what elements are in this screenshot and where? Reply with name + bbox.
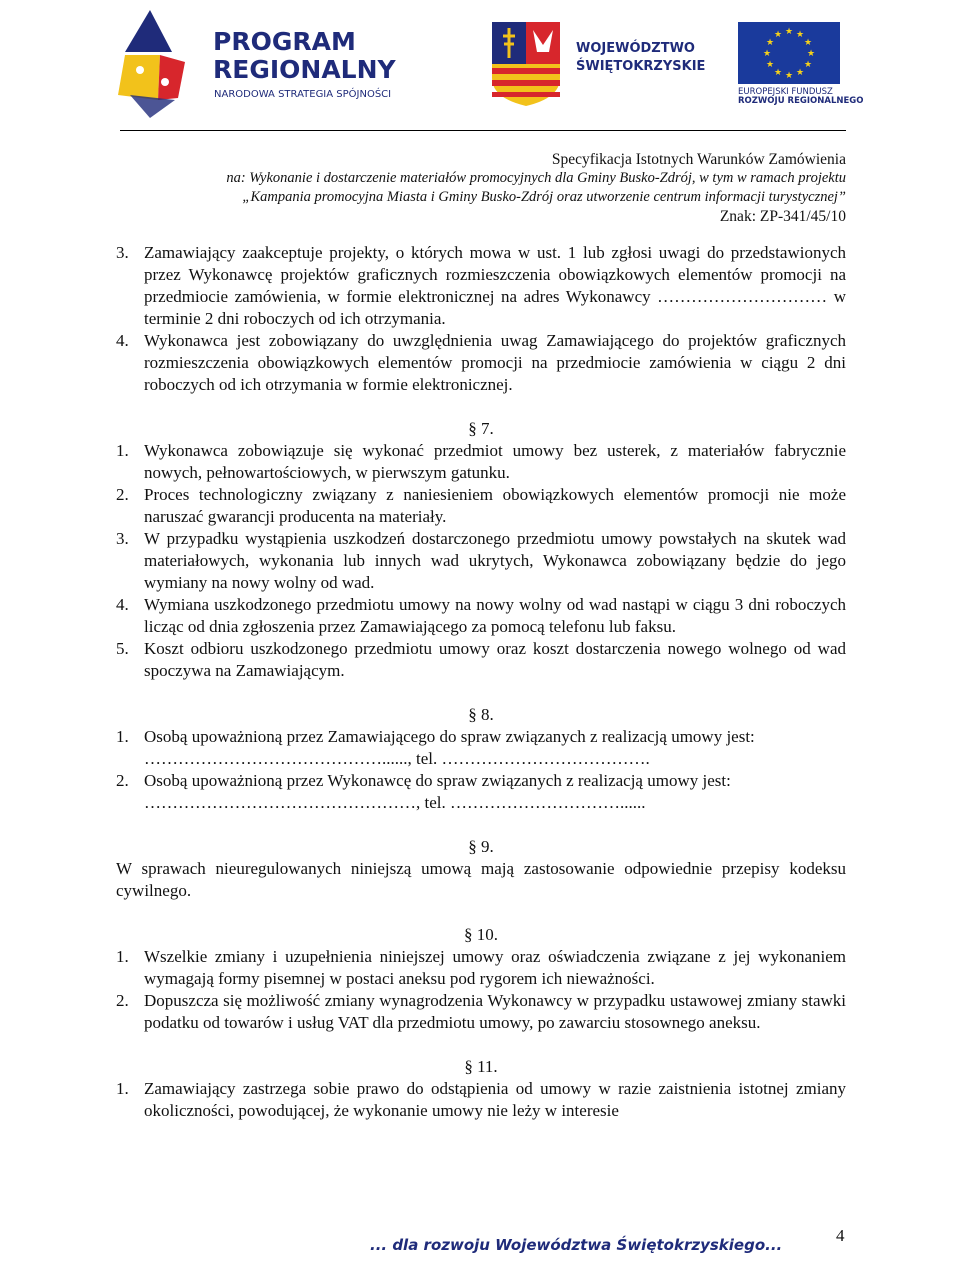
- svg-text:★: ★: [803, 60, 813, 70]
- item-number: 2.: [116, 991, 129, 1010]
- document-header: [120, 150, 846, 226]
- list-item: [116, 726, 846, 748]
- case-number: Znak: ZP-341/45/10: [719, 208, 846, 225]
- program-line1: PROGRAM: [213, 27, 356, 56]
- svg-text:★: ★: [773, 68, 783, 78]
- eu-flag-icon: [738, 22, 840, 84]
- list-item: [116, 946, 846, 990]
- placeholder-line: ……………………………………......, tel. ……………………………….: [144, 749, 650, 768]
- list-item: [116, 594, 846, 638]
- item-text: Wykonawca zobowiązuje się wykonać przedmiot umowy bez usterek, z materiałów fabrycznie nowych, pełnowartościowych, w pierwszym gatunku.: [144, 441, 846, 482]
- program-line3: NARODOWA STRATEGIA SPÓJNOŚCI: [214, 89, 392, 100]
- paragraph-text: Zamawiający zaakceptuje projekty, o których mowa w ust. 1 lub zgłosi uwagi do przedstawionych przez Wykonawcę projektów graficznych rozmieszczenia obowiązkowych elementów promocji na przedmiocie zamówienia, w formie elektronicznej na adres Wykonawcy ………………………… w terminie 2 dni roboczych od ich otrzymania.: [144, 243, 846, 328]
- logo-graphics: [0, 0, 960, 130]
- section-9-text: W sprawach nieuregulowanych niniejszą umową mają zastosowanie odpowiednie przepisy kodeksu cywilnego.: [116, 859, 846, 900]
- section-11-heading: § 11.: [464, 1057, 498, 1076]
- list-item: [116, 440, 846, 484]
- item-number: 4.: [116, 595, 129, 614]
- item-text: W przypadku wystąpienia uszkodzeń dostarczonego przedmiotu umowy powstałych na skutek wad materiałowych, wykonania lub innych wad ukrytych, Wykonawca zobowiązany będzie do jego wymiany na nowy wolny od wad.: [144, 529, 846, 592]
- item-number: 2.: [116, 485, 129, 504]
- item-number: 3.: [116, 529, 129, 548]
- svg-text:★: ★: [803, 38, 813, 48]
- page-number: 4: [836, 1226, 845, 1245]
- item-number: 1.: [116, 727, 129, 746]
- item-text: Osobą upoważnioną przez Zamawiającego do spraw związanych z realizacją umowy jest:: [144, 727, 755, 746]
- paragraph-number: 3.: [116, 243, 129, 262]
- svg-text:★: ★: [784, 71, 794, 81]
- item-text: Zamawiający zastrzega sobie prawo do odstąpienia od umowy w razie zaistnienia istotnej zmiany okoliczności, powodującej, że wykonanie umowy nie leży w interesie: [144, 1079, 846, 1120]
- item-text: Koszt odbioru uszkodzonego przedmiotu umowy oraz koszt dostarczenia nowego wolnego od wad spoczywa na Zamawiającym.: [144, 639, 846, 680]
- list-item: [116, 484, 846, 528]
- region-line1: WOJEWÓDZTWO: [576, 41, 695, 56]
- item-number: 1.: [116, 947, 129, 966]
- spec-title: Specyfikacja Istotnych Warunków Zamówienia: [551, 151, 846, 168]
- item-number: 2.: [116, 771, 129, 790]
- program-regionalny-logo: [118, 10, 185, 118]
- item-text: Osobą upoważnioną przez Wykonawcę do spraw związanych z realizacją umowy jest:: [144, 771, 731, 790]
- spec-subject: na: Wykonanie i dostarczenie materiałów promocyjnych dla Gminy Busko-Zdrój, w tym w ramach projektu: [226, 170, 846, 186]
- program-line2: REGIONALNY: [213, 55, 396, 84]
- svg-text:★: ★: [765, 60, 775, 70]
- paragraph-4: [116, 330, 846, 396]
- placeholder-line: …………………………………………, tel. …………………………......: [144, 793, 646, 812]
- list-item: [116, 528, 846, 594]
- svg-text:★: ★: [765, 38, 775, 48]
- item-text: Wymiana uszkodzonego przedmiotu umowy na nowy wolny od wad nastąpi w ciągu 3 dni roboczych licząc od dnia zgłoszenia przez Zamawiającego za pomocą telefonu lub faksu.: [144, 595, 846, 636]
- list-item: [116, 638, 846, 682]
- item-number: 1.: [116, 441, 129, 460]
- list-item: [116, 990, 846, 1034]
- item-text: Wszelkie zmiany i uzupełnienia niniejszej umowy oraz oświadczenia związane z jej wykonaniem wymagają formy pisemnej w postaci aneksu pod rygorem ich nieważności.: [144, 947, 846, 988]
- header-rule: [120, 130, 846, 131]
- list-item: [116, 1078, 846, 1122]
- document-body: [116, 242, 846, 1122]
- eu-line2: ROZWOJU REGIONALNEGO: [738, 96, 864, 106]
- section-10-heading: § 10.: [464, 925, 498, 944]
- section-8-heading: § 8.: [468, 705, 494, 724]
- eu-line1: EUROPEJSKI FUNDUSZ: [738, 87, 833, 97]
- region-coat-of-arms: [492, 22, 560, 106]
- svg-text:★: ★: [762, 49, 772, 59]
- paragraph-number: 4.: [116, 331, 129, 350]
- logo-bar: [0, 0, 960, 130]
- item-text: Proces technologiczny związany z naniesieniem obowiązkowych elementów promocji nie może naruszać gwarancji producenta na materiały.: [144, 485, 846, 526]
- svg-text:★: ★: [773, 30, 783, 40]
- svg-text:★: ★: [806, 49, 816, 59]
- spec-campaign: „Kampania promocyjna Miasta i Gminy Busko-Zdrój oraz utworzenie centrum informacji turystycznej”: [242, 189, 846, 205]
- svg-text:★: ★: [795, 30, 805, 40]
- section-7-heading: § 7.: [468, 419, 494, 438]
- item-number: 5.: [116, 639, 129, 658]
- svg-text:★: ★: [784, 27, 794, 37]
- item-text: Dopuszcza się możliwość zmiany wynagrodzenia Wykonawcy w przypadku ustawowej zmiany stawki podatku od towarów i usług VAT dla przedmiotu umowy, po zawarciu stosownego aneksu.: [144, 991, 846, 1032]
- paragraph-3: [116, 242, 846, 330]
- svg-text:★: ★: [795, 68, 805, 78]
- list-item: [116, 770, 846, 792]
- footer-slogan: ... dla rozwoju Województwa Świętokrzyskiego...: [370, 1236, 783, 1254]
- region-line2: ŚWIĘTOKRZYSKIE: [576, 59, 706, 74]
- paragraph-text: Wykonawca jest zobowiązany do uwzględnienia uwag Zamawiającego do projektów graficznych rozmieszczenia obowiązkowych elementów promocji na przedmiocie zamówienia w ciągu 2 dni roboczych od ich otrzymania w formie elektronicznej.: [144, 331, 846, 394]
- section-9-heading: § 9.: [468, 837, 494, 856]
- item-number: 1.: [116, 1079, 129, 1098]
